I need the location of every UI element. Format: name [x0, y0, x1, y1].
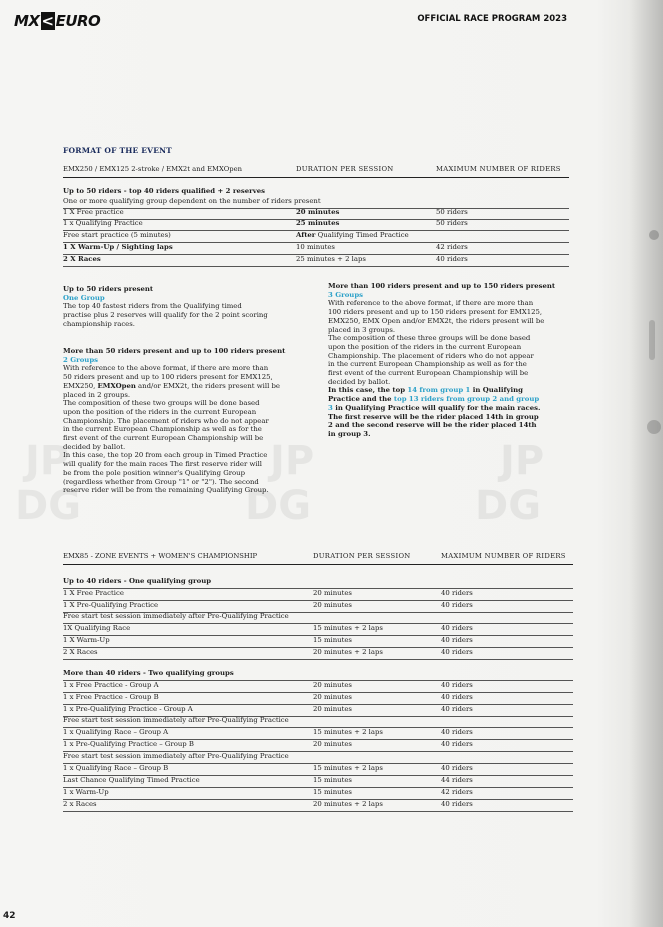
program-title: OFFICIAL RACE PROGRAM 2023: [417, 14, 567, 24]
table-cell: 1 X Free Practice: [63, 589, 124, 597]
section-title: FORMAT OF THE EVENT: [63, 146, 172, 155]
table-cell: 20 minutes: [313, 705, 352, 713]
table-cell: 20 minutes: [313, 589, 352, 597]
table-cell: 1 X Free practice: [63, 208, 124, 216]
para-up-to-50: Up to 50 riders present One Group The top 40 fastest riders from the Qualifying timed practise plus 2 reserves will qualify for the 2 point scoring championship races.: [63, 285, 268, 328]
table-row: [63, 612, 573, 624]
table-cell: 15 minutes + 2 laps: [313, 728, 383, 736]
table-cell: 20 minutes: [296, 208, 340, 216]
table-cell: 1 x Qualifying Race – Group A: [63, 728, 169, 736]
table2-group2-title: More than 40 riders - Two qualifying groups: [63, 669, 573, 681]
table-row: [63, 681, 573, 693]
table-row: [63, 716, 573, 728]
table-cell: 15 minutes + 2 laps: [313, 624, 383, 632]
table-cell: 1X Qualifying Race: [63, 624, 131, 632]
table-cell: 20 minutes + 2 laps: [313, 648, 383, 656]
scan-smudge: [649, 230, 659, 240]
table-row: [63, 255, 569, 267]
table-row: [63, 231, 569, 243]
table-cell: 15 minutes: [313, 788, 352, 796]
para-100-to-150: More than 100 riders present and up to 150 riders present 3 Groups With reference to the above format, if there are more than 100 riders present and up to 150 riders present for EMX125, EMX250, EMX Open and/or EMX2t, the riders present will be placed in 3 groups. The composition of these three groups will be done based upon the position of the riders in the current European Championship. The placement of riders who do not appear in the current European Championship as well as for the first event of the current European Championship will be decided by ballot. In this case, the top 14 from group 1 in Qualifying Practice and the top 13 riders from group 2 and group 3 in Qualifying Practice will qualify for the main races. The first reserve will be the rider placed 14th in group 2 and the second reserve will be the rider placed 14th in group 3.: [328, 282, 556, 438]
cell-text: Qualifying Timed Practice: [317, 231, 409, 239]
table1-group-title: Up to 50 riders - top 40 riders qualified + 2 reserves: [63, 187, 266, 195]
table-cell: 40 riders: [441, 728, 473, 736]
table1-header: EMX250 / EMX125 2-stroke / EMX2t and EMXOpen DURATION PER SESSION MAXIMUM NUMBER OF RIDERS: [63, 165, 569, 178]
table-cell: Free start test session immediately after Pre-Qualifying Practice: [63, 716, 289, 724]
table-cell: 2 X Races: [63, 255, 101, 263]
scan-smudge: [649, 320, 655, 360]
table2-group1-title: Up to 40 riders - One qualifying group: [63, 577, 573, 589]
table-cell: Free start test session immediately after Pre-Qualifying Practice: [63, 612, 289, 620]
table2-header: EMX85 - ZONE EVENTS + WOMEN'S CHAMPIONSHIP DURATION PER SESSION MAXIMUM NUMBER OF RIDERS: [63, 552, 573, 565]
table-cell: [296, 231, 409, 240]
table-cell: 40 riders: [441, 624, 473, 632]
table-cell: 20 minutes + 2 laps: [313, 800, 383, 808]
table-row: [63, 624, 573, 636]
table-row: [63, 776, 573, 788]
table-cell: 10 minutes: [296, 243, 335, 251]
table-cell: 1 X Warm-Up / Sighting laps: [63, 243, 173, 251]
table-cell: 1 x Qualifying Race – Group B: [63, 764, 169, 772]
table-cell: 40 riders: [441, 589, 473, 597]
table-row: [63, 636, 573, 648]
table-cell: 42 riders: [436, 243, 468, 251]
watermark: JP DG JP DG JP DG: [15, 438, 545, 529]
table-cell: 40 riders: [441, 681, 473, 689]
table-cell: 2 x Races: [63, 800, 97, 808]
table-cell: Free start test session immediately after Pre-Qualifying Practice: [63, 752, 289, 760]
table-cell: 1 x Free Practice - Group B: [63, 693, 159, 701]
table1-group-sub: One or more qualifying group dependent on the number of riders present: [63, 197, 569, 209]
after-word: After: [296, 231, 316, 239]
table-cell: 40 riders: [441, 648, 473, 656]
table-cell: Free start practice (5 minutes): [63, 231, 171, 239]
table-cell: 40 riders: [441, 601, 473, 609]
table-cell: 20 minutes: [313, 740, 352, 748]
table-row: [63, 764, 573, 776]
table-cell: Last Chance Qualifying Timed Practice: [63, 776, 200, 784]
table-row: [63, 648, 573, 660]
table-row: [63, 208, 569, 220]
table-row: [63, 740, 573, 752]
table-cell: 15 minutes + 2 laps: [313, 764, 383, 772]
table-row: [63, 693, 573, 705]
table-row: [63, 219, 569, 231]
table-cell: 20 minutes: [313, 681, 352, 689]
table-cell: 2 X Races: [63, 648, 98, 656]
table-cell: 20 minutes: [313, 601, 352, 609]
table-cell: 42 riders: [441, 788, 473, 796]
table-row: [63, 243, 569, 255]
table-cell: 50 riders: [436, 208, 468, 216]
table-cell: 40 riders: [441, 764, 473, 772]
table-cell: 40 riders: [441, 800, 473, 808]
table-cell: 40 riders: [441, 636, 473, 644]
table-cell: 1 X Pre-Qualifying Practice: [63, 601, 159, 609]
table-cell: 1 x Pre-Qualifying Practice – Group B: [63, 740, 194, 748]
table-cell: 40 riders: [441, 705, 473, 713]
table-cell: 25 minutes: [296, 219, 340, 227]
page-number: 42: [3, 911, 16, 921]
mxeuro-logo: MX < EURO: [14, 12, 101, 30]
table-cell: 1 x Pre-Qualifying Practice - Group A: [63, 705, 193, 713]
table-cell: 1 X Warm-Up: [63, 636, 110, 644]
table-cell: 40 riders: [441, 693, 473, 701]
table-cell: 1 x Qualifying Practice: [63, 219, 143, 227]
table-row: [63, 728, 573, 740]
scan-smudge: [647, 420, 661, 434]
table-row: [63, 589, 573, 601]
table-row: [63, 601, 573, 613]
table-row: [63, 705, 573, 717]
table-row: [63, 800, 573, 812]
table-cell: 40 riders: [441, 740, 473, 748]
table-row: [63, 752, 573, 764]
table-cell: 1 x Warm-Up: [63, 788, 109, 796]
table-cell: 15 minutes: [313, 776, 352, 784]
table-row: [63, 788, 573, 800]
table-cell: 44 riders: [441, 776, 473, 784]
para-50-to-100: More than 50 riders present and up to 100 riders present 2 Groups With reference to the above format, if there are more than 50 riders present and up to 100 riders present for EMX125, EMX250, EMXOpen and/or EMX2t, the riders present will be placed in 2 groups. The composition of these two groups will be done based upon the position of the riders in the current European Championship. The placement of riders who do not appear in the current European Championship as well as for the first event of the current European Championship will be decided by ballot. In this case, the top 20 from each group in Timed Practice will qualify for the main races The first reserve rider will be from the pole position winner's Qualifying Group (regardless whether from Group "1" or "2"). The second reserve rider will be from the remaining Qualifying Group.: [63, 347, 286, 495]
table-cell: 50 riders: [436, 219, 468, 227]
table-cell: 40 riders: [436, 255, 468, 263]
table-cell: 15 minutes: [313, 636, 352, 644]
table-cell: 25 minutes + 2 laps: [296, 255, 366, 263]
table-cell: 1 x Free Practice - Group A: [63, 681, 159, 689]
table-cell: 20 minutes: [313, 693, 352, 701]
